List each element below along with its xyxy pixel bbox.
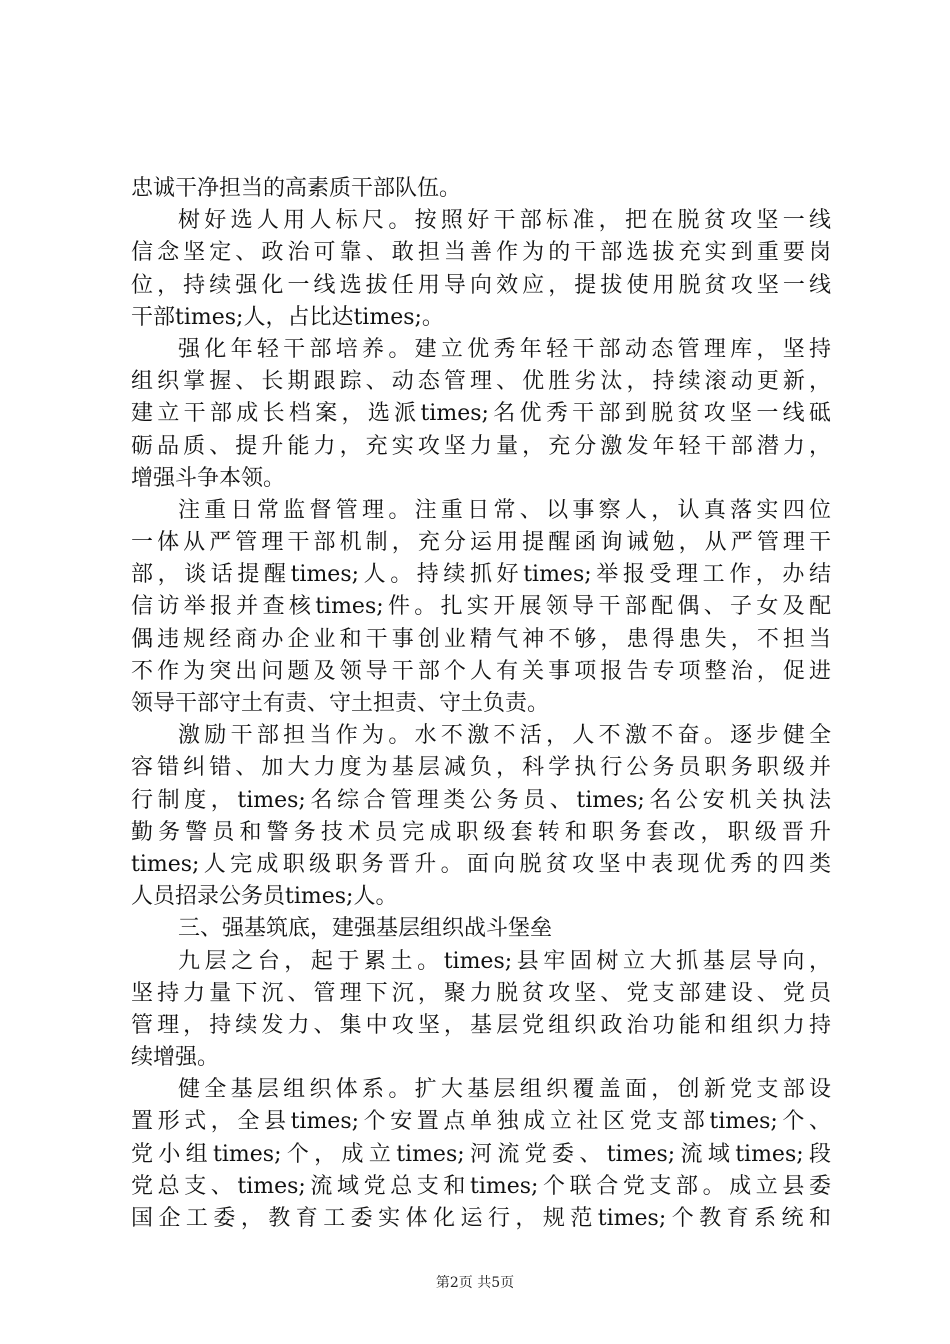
- text-line: 党小组times;个，成立times;河流党委、times;流域times;段: [131, 1141, 831, 1167]
- text-line: 不作为突出问题及领导干部个人有关事项报告专项整治，促进: [131, 658, 831, 684]
- section-heading: 三、强基筑底，建强基层组织战斗堡垒: [178, 916, 553, 942]
- text-line: 干部times;人，占比达times;。: [131, 304, 444, 330]
- text-line: 健全基层组织体系。扩大基层组织覆盖面，创新党支部设: [178, 1077, 831, 1103]
- text-line: 激励干部担当作为。水不激不活，人不激不奋。逐步健全: [178, 723, 831, 749]
- text-line: 勤务警员和警务技术员完成职级套转和职务套改，职级晋升: [131, 819, 831, 845]
- text-line: 续增强。: [131, 1045, 220, 1071]
- text-line: 容错纠错、加大力度为基层减负，科学执行公务员职务职级并: [131, 755, 831, 781]
- text-line: 行制度，times;名综合管理类公务员、times;名公安机关执法: [131, 787, 831, 813]
- text-line: 信念坚定、政治可靠、敢担当善作为的干部选拔充实到重要岗: [131, 240, 831, 266]
- text-line: 注重日常监督管理。注重日常、以事察人，认真落实四位: [178, 497, 831, 523]
- text-line: 部，谈话提醒times;人。持续抓好times;举报受理工作，办结: [131, 562, 831, 588]
- text-line: 信访举报并查核times;件。扎实开展领导干部配偶、子女及配: [131, 594, 831, 620]
- body-text: [131, 173, 831, 1235]
- text-line: 树好选人用人标尺。按照好干部标准，把在脱贫攻坚一线: [178, 208, 831, 234]
- page-number-footer: 第2页 共5页: [435, 1275, 515, 1291]
- text-line: 组织掌握、长期跟踪、动态管理、优胜劣汰，持续滚动更新，: [131, 369, 831, 395]
- text-line: 置形式，全县times;个安置点单独成立社区党支部times;个、: [131, 1109, 831, 1135]
- text-line: 增强斗争本领。: [131, 465, 286, 491]
- text-line: 偶违规经商办企业和干事创业精气神不够，患得患失，不担当: [131, 626, 831, 652]
- text-line: times;人完成职级职务晋升。面向脱贫攻坚中表现优秀的四类: [131, 851, 831, 877]
- text-line: 建立干部成长档案，选派times;名优秀干部到脱贫攻坚一线砥: [131, 401, 831, 427]
- text-line: 位，持续强化一线选拔任用导向效应，提拔使用脱贫攻坚一线: [131, 272, 831, 298]
- text-line: 强化年轻干部培养。建立优秀年轻干部动态管理库，坚持: [178, 336, 831, 362]
- text-line: 领导干部守土有责、守土担责、守土负责。: [131, 691, 550, 716]
- text-line: 人员招录公务员times;人。: [131, 884, 398, 910]
- text-line: 一体从严管理干部机制，充分运用提醒函询诫勉，从严管理干: [131, 530, 831, 556]
- text-line: 忠诚干净担当的高素质干部队伍。: [131, 176, 462, 201]
- text-line: 管理，持续发力、集中攻坚，基层党组织政治功能和组织力持: [131, 1012, 831, 1038]
- text-line: 砺品质、提升能力，充实攻坚力量，充分激发年轻干部潜力，: [131, 433, 831, 459]
- text-line: 党总支、times;流域党总支和times;个联合党支部。成立县委: [131, 1173, 831, 1199]
- text-line: 国企工委，教育工委实体化运行，规范times;个教育系统和: [131, 1206, 831, 1231]
- text-line: 坚持力量下沉、管理下沉，聚力脱贫攻坚、党支部建设、党员: [131, 980, 831, 1006]
- text-line: 九层之台，起于累土。times;县牢固树立大抓基层导向，: [178, 948, 831, 974]
